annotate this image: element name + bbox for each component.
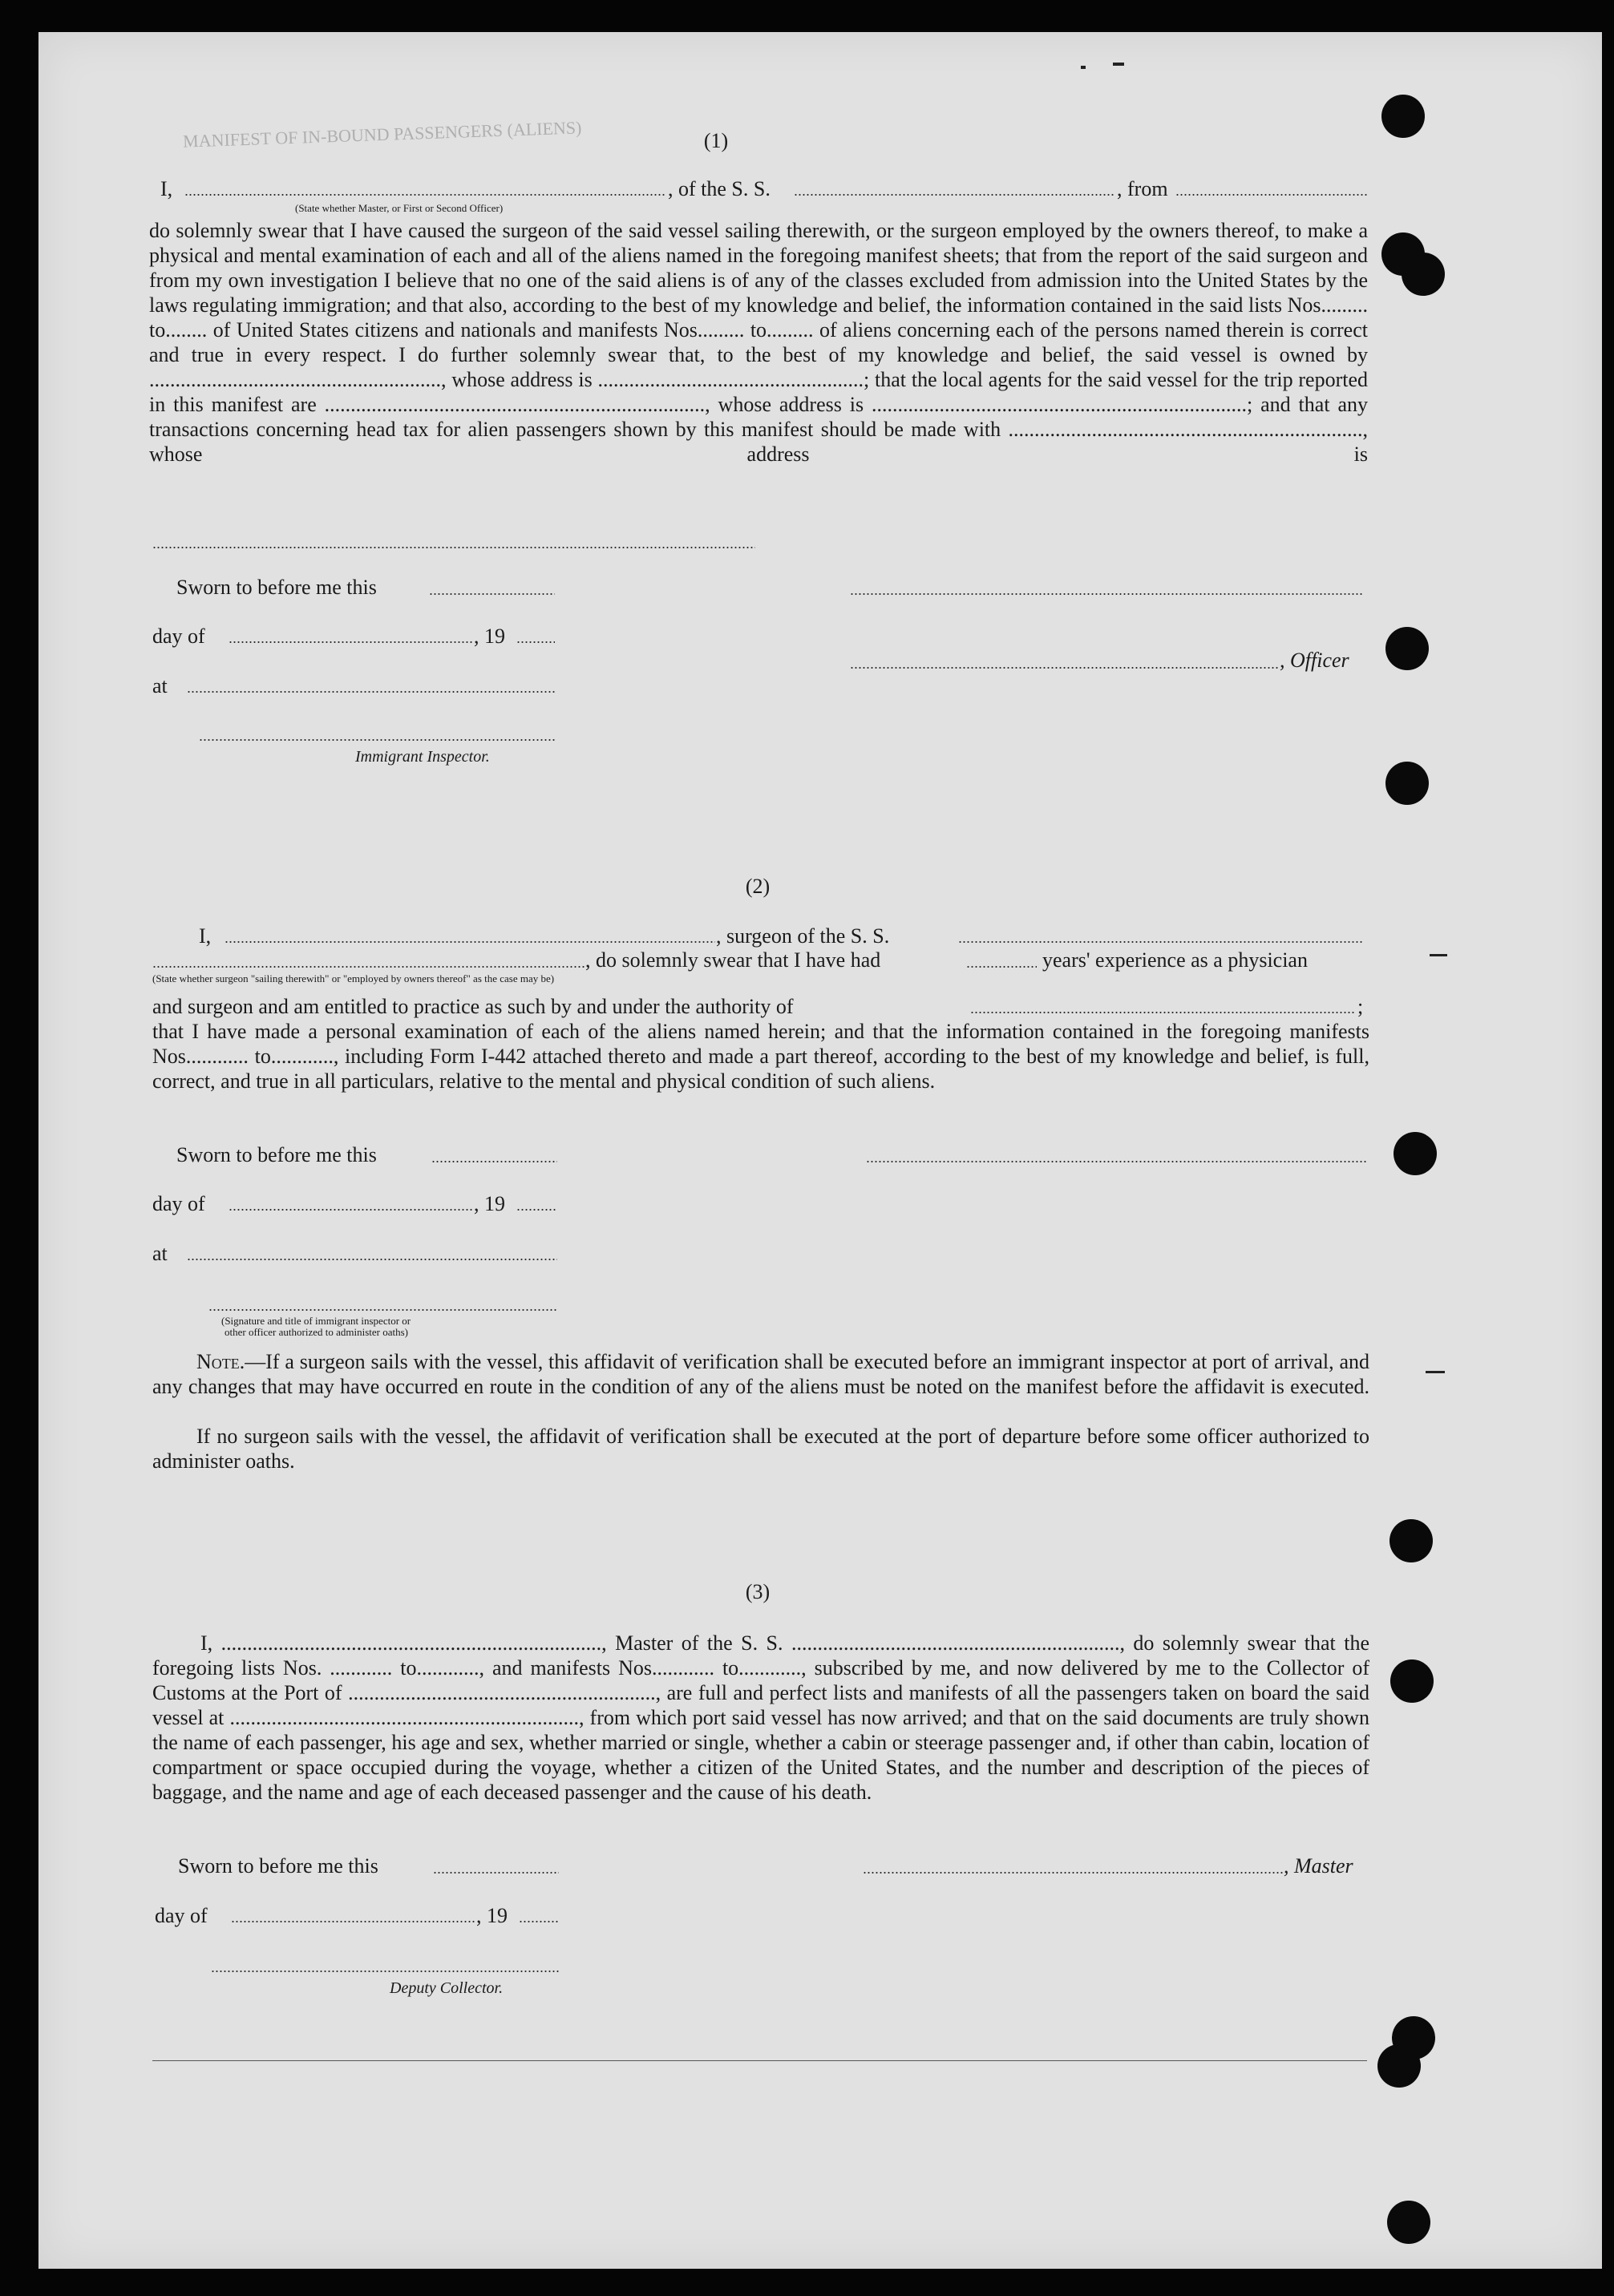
section-3-number: (3): [745, 1580, 771, 1603]
scan-mark: [1430, 954, 1447, 956]
s1-blank-vessel: [794, 194, 1114, 196]
s2-blank-sworn: [431, 1161, 557, 1162]
s2-day-of: day of: [152, 1192, 205, 1215]
s2-blank-surgeon: [225, 941, 715, 943]
punch-hole: [1402, 253, 1445, 296]
s2-line3-semicolon: ;: [1357, 995, 1364, 1018]
s2-note-text: —If a surgeon sails with the vessel, this affidavit of verification shall be executed before an immigrant inspector at port of arrival, and any changes that may have occurred en route in the condition of any of the aliens must be noted on the manifest before the affidavit is executed.: [152, 1350, 1369, 1398]
s3-deputy-label: Deputy Collector.: [390, 1979, 504, 1997]
s3-body: I, ........................................................................., Master of the S. S. ..............................................................., do solemnly swear that the foregoing lists Nos. ............ to............, and manifests Nos............ to............, subscribed by me, and now delivered by me to the Collector of Customs at the Port of ..........................................................., are full and perfect lists and manifests of all the passengers taken on board the said vessel at ..................................................................., from which port said vessel has now arrived; and that on the said documents are truly shown the name of each passenger, his age and sex, whether married or single, whether a cabin or steerage passenger and, if other than cabin, location of compartment or space occupied during the voyage, whether a citizen of the United States, and the number and description of the pieces of baggage, and the name and age of each deceased passenger and the cause of his death.: [152, 1631, 1369, 1804]
s2-sig-note-2: other officer authorized to administer oaths): [225, 1326, 408, 1338]
s3-blank-deputy-sig: [211, 1971, 560, 1972]
s2-line2-swear: , do solemnly swear that I have had: [585, 948, 881, 972]
s2-blank-day: [229, 1209, 473, 1211]
s3-blank-day: [231, 1921, 475, 1922]
s2-blank-surgeon-sig: [866, 1161, 1367, 1162]
s1-line1-of: , of the S. S.: [668, 177, 771, 200]
s1-blank-address-end: [152, 547, 755, 548]
faint-header: MANIFEST OF IN-BOUND PASSENGERS (ALIENS): [182, 117, 582, 152]
s1-blank-sworn: [429, 593, 555, 595]
s1-blank-day: [229, 641, 473, 643]
s2-line3: and surgeon and am entitled to practice as such by and under the authority of: [152, 995, 794, 1018]
s2-body: that I have made a personal examination of each of the aliens named herein; and that the information contained in the foregoing manifests Nos............ to............, including Form I-442 attached thereto and made a part thereof, according to the best of my knowledge and belief, is full, correct, and true in all particulars, relative to the mental and physical condition of such aliens.: [152, 1020, 1369, 1093]
s1-blank-from: [1175, 194, 1368, 196]
s3-day-of: day of: [155, 1904, 208, 1927]
s1-blank-at: [187, 691, 555, 693]
s1-inspector-label: Immigrant Inspector.: [355, 748, 490, 766]
section-2-number: (2): [745, 875, 771, 898]
s2-line1-i: I,: [199, 924, 212, 948]
s2-at: at: [152, 1242, 168, 1265]
punch-hole: [1389, 1519, 1433, 1562]
s1-line1-note: (State whether Master, or First or Second Officer): [295, 202, 504, 214]
s1-sworn: Sworn to before me this: [176, 576, 377, 599]
s1-line1-from: , from: [1117, 177, 1168, 200]
s1-blank-inspector-sig: [199, 739, 556, 741]
s1-blank-officer: [184, 194, 665, 196]
s2-blank-authority: [970, 1012, 1355, 1013]
s1-officer-label: , Officer: [1280, 649, 1349, 672]
punch-hole: [1377, 2044, 1421, 2088]
bottom-rule: [152, 2060, 1367, 2061]
scan-mark: [1081, 66, 1086, 69]
s2-line2-note: (State whether surgeon "sailing therewith" or "employed by owners thereof" as the case may be): [152, 972, 555, 984]
punch-hole: [1385, 762, 1429, 805]
punch-hole: [1394, 1132, 1437, 1175]
s2-line2-years: years' experience as a physician: [1042, 948, 1308, 972]
s2-blank-years: [966, 966, 1037, 968]
s1-blank-officer-sig-2: [850, 667, 1279, 669]
s2-note-2: If no surgeon sails with the vessel, the affidavit of verification shall be executed at the port of departure before some officer authorized to administer oaths.: [152, 1425, 1369, 1473]
s1-day-of: day of: [152, 625, 205, 648]
s1-blank-year: [516, 641, 555, 643]
s2-blank-status: [152, 966, 585, 968]
scan-mark: [1113, 63, 1124, 66]
s2-year: , 19: [474, 1192, 505, 1215]
punch-hole: [1390, 1659, 1434, 1703]
s3-sworn: Sworn to before me this: [178, 1854, 378, 1878]
s2-blank-vessel: [958, 941, 1363, 943]
s2-sworn: Sworn to before me this: [176, 1143, 377, 1166]
s2-blank-at: [187, 1259, 557, 1260]
punch-hole: [1381, 95, 1425, 138]
s3-blank-sworn: [433, 1872, 559, 1874]
s2-blank-year: [516, 1209, 556, 1211]
s2-note-label: Note.: [196, 1350, 245, 1373]
scan-mark: [1426, 1371, 1445, 1373]
s1-blank-officer-sig-1: [850, 593, 1363, 595]
s3-blank-year: [519, 1921, 559, 1922]
s2-note: [152, 1349, 1369, 1399]
s2-sig-note-1: (Signature and title of immigrant inspector or: [221, 1315, 411, 1327]
section-1-number: (1): [703, 129, 729, 152]
s1-line1-i: I,: [160, 177, 173, 200]
s3-blank-master-sig: [863, 1872, 1284, 1874]
s1-body: do solemnly swear that I have caused the surgeon of the said vessel sailing therewith, or the surgeon employed by the owners thereof, to make a physical and mental examination of each and all of the aliens named in the foregoing manifest sheets; that from the report of the said surgeon and from my own investigation I believe that no one of the said aliens is of any of the classes excluded from admission into the United States by the laws regulating immigration; and that also, according to the best of my knowledge and belief, the information contained in the said lists Nos......... to........ of United States citizens and nationals and manifests Nos......... to......... of aliens concerning each of the persons named therein is correct and true in every respect. I do further solemnly swear that, to the best of my knowledge and belief, the said vessel is owned by ........................................................, whose address is ...................................................; that the local agents for the said vessel for the trip reported in this manifest are ........................................................................., whose address is ........................................................................; and that any transactions concerning head tax for alien passengers shown by this manifest should be made with ...................................................................., whose address is: [149, 219, 1368, 466]
punch-hole: [1387, 2201, 1430, 2244]
s3-year: , 19: [476, 1904, 508, 1927]
s2-line1-surgeon: , surgeon of the S. S.: [716, 924, 890, 948]
s2-blank-inspector-sig: [208, 1309, 557, 1311]
s1-year: , 19: [474, 625, 505, 648]
s1-at: at: [152, 674, 168, 697]
document-sheet: [38, 32, 1602, 2269]
punch-hole: [1385, 627, 1429, 670]
s3-master-label: , Master: [1284, 1854, 1353, 1878]
